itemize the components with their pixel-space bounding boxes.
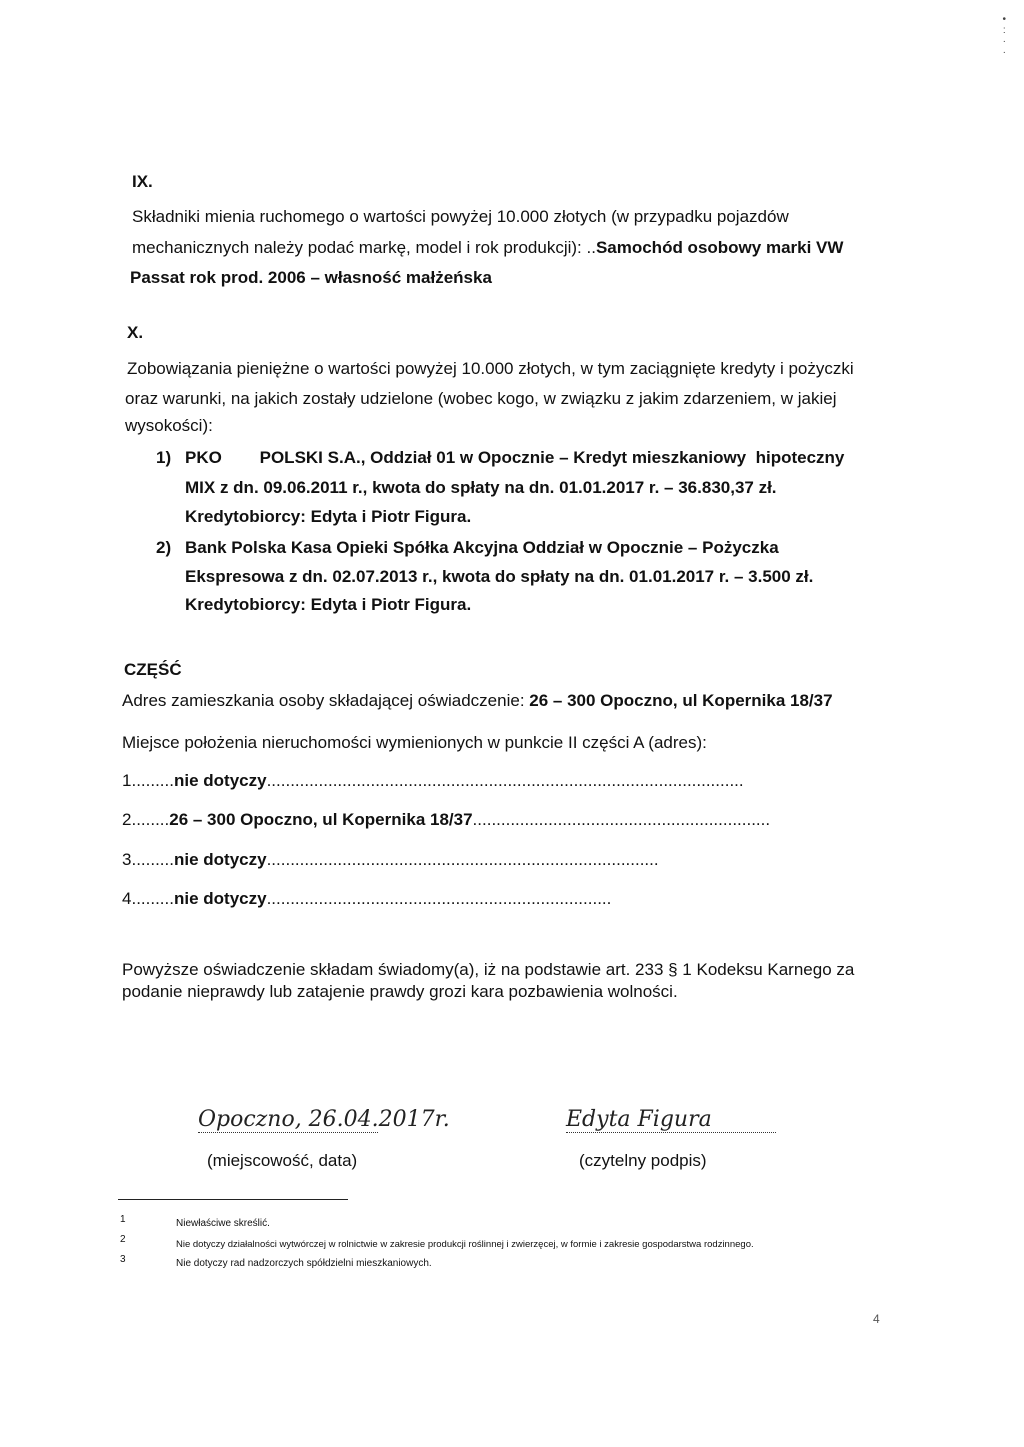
property-entry [122,889,611,909]
statement-line1: Powyższe oświadczenie składam świadomy(a), iż na podstawie art. 233 § 1 Kodeksu Karnego za [122,960,855,979]
entry-trail-dots: ......................................................................... [266,889,612,908]
property-entry [122,771,744,791]
section-ix-vehicle: Samochód osobowy marki VW [595,238,844,257]
entry-trail-dots: ................................................................................... [266,850,659,869]
entry-lead-dots: ........ [136,850,174,869]
entry-lead-dots: ....... [136,810,170,829]
liability-2-line1: Bank Polska Kasa Opieki Spółka Akcyjna Oddział w Opocznie – Pożyczka [185,538,779,557]
property-label: Miejsce położenia nieruchomości wymienionych w punkcie II części A (adres): [122,733,707,752]
margin-marks [1002,14,1006,58]
entry-trail-dots: ............................................................... [472,810,771,829]
entry-value: nie dotyczy [173,889,267,908]
entry-num: 1. [122,771,137,790]
entry-trail-dots: ..................................................................................................... [266,771,744,790]
property-entry [122,810,770,830]
entry-value: nie dotyczy [173,771,267,790]
entry-lead-dots: ........ [136,771,174,790]
section-x-line2: oraz warunki, na jakich zostały udzielone (wobec kogo, w związku z jakim zdarzeniem, w jakiej [125,389,837,408]
property-entry [122,850,659,870]
address-value: 26 – 300 Opoczno, ul Kopernika 18/37 [529,691,833,710]
address-line [122,691,833,711]
signature-handwriting: Edyta Figura [566,1107,776,1133]
margin-mark: · [1002,36,1006,47]
czesc-heading: CZĘŚĆ [124,660,182,679]
liability-1-num: 1) [156,448,172,467]
liability-2-line3: Kredytobiorcy: Edyta i Piotr Figura. [185,595,472,614]
margin-mark: · [1002,47,1006,58]
entry-value: 26 – 300 Opoczno, ul Kopernika 18/37 [169,810,473,829]
address-label: Adres zamieszkania osoby składającej oświadczenie: [122,691,530,710]
liability-1-line1: PKO POLSKI S.A., Oddział 01 w Opocznie – Kredyt mieszkaniowy hipoteczny [185,448,845,467]
footnote-rule [118,1199,348,1200]
section-ix-line2-plain: mechanicznych należy podać markę, model i rok produkcji): .. [132,238,596,257]
section-x-line3: wysokości): [125,416,213,435]
statement-line2: podanie nieprawdy lub zatajenie prawdy grozi kara pozbawienia wolności. [122,982,678,1001]
page-number: 4 [873,1312,880,1326]
margin-mark: • [1002,14,1006,25]
liability-1-line3: Kredytobiorcy: Edyta i Piotr Figura. [185,507,472,526]
section-ix-line1: Składniki mienia ruchomego o wartości powyżej 10.000 złotych (w przypadku pojazdów [132,207,789,226]
section-ix-number: IX. [132,172,153,191]
place-date-handwriting: Opoczno, 26.04.2017r. [198,1107,450,1132]
section-ix-line3: Passat rok prod. 2006 – własność małżeńska [130,268,492,287]
footnote-num: 1 [120,1214,126,1225]
section-ix-line2 [132,238,843,258]
entry-num: 4. [122,889,137,908]
liability-2-num: 2) [156,538,172,557]
liability-1-line2: MIX z dn. 09.06.2011 r., kwota do spłaty na dn. 01.01.2017 r. – 36.830,37 zł. [185,478,777,497]
signature-caption: (czytelny podpis) [579,1151,707,1170]
entry-num: 3. [122,850,137,869]
footnote-text: Nie dotyczy działalności wytwórczej w rolnictwie w zakresie produkcji roślinnej i zwierzęcej, w formie i zakresie gospodarstwa rodzinnego. [176,1239,754,1250]
liability-2-line2: Ekspresowa z dn. 02.07.2013 r., kwota do spłaty na dn. 01.01.2017 r. – 3.500 zł. [185,567,814,586]
margin-mark: : [1002,25,1006,36]
footnote-text: Nie dotyczy rad nadzorczych spółdzielni mieszkaniowych. [176,1258,432,1269]
footnote-num: 2 [120,1234,126,1245]
entry-lead-dots: ........ [136,889,174,908]
section-x-line1: Zobowiązania pieniężne o wartości powyżej 10.000 złotych, w tym zaciągnięte kredyty i pożyczki [127,359,854,378]
section-x-number: X. [127,323,144,342]
entry-num: 2. [122,810,137,829]
entry-value: nie dotyczy [173,850,267,869]
footnote-num: 3 [120,1254,126,1265]
place-date-caption: (miejscowość, data) [207,1151,358,1170]
footnote-text: Niewłaściwe skreślić. [176,1218,270,1229]
